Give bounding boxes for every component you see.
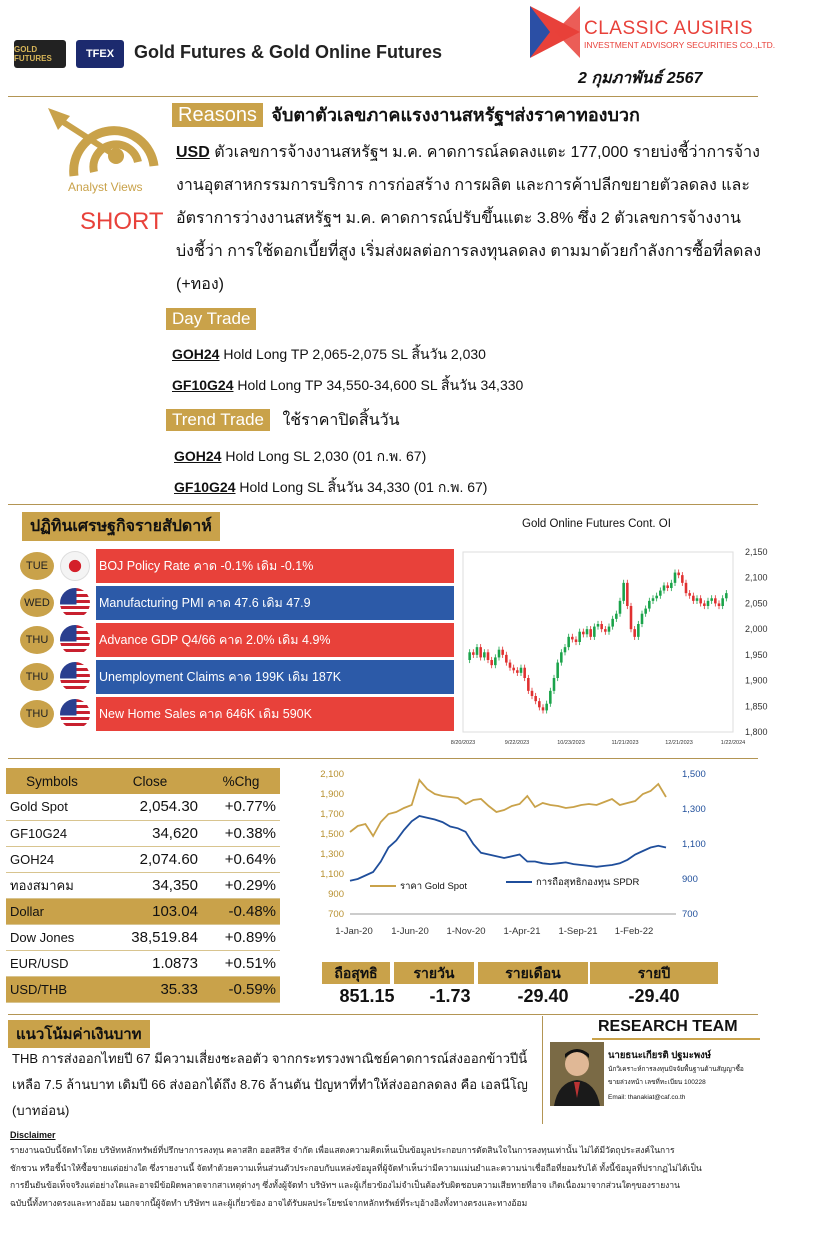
baht-body [12,1046,542,1124]
cell-symbol: Gold Spot [6,794,98,820]
y-tick-label: 2,150 [745,547,768,557]
x-tick-label: 10/23/2023 [557,740,585,746]
target-icon [44,106,162,184]
candle-body [648,601,651,609]
candle-body [597,624,600,627]
usa-flag-icon [60,625,90,655]
candle-body [644,609,647,614]
candle-body [600,624,603,629]
cell-chg: -0.48% [202,898,280,924]
table-row [6,950,280,976]
japan-flag-icon [60,551,90,581]
col-header-symbols: Symbols [6,768,98,794]
candle-body [586,629,589,634]
reason-line: (+ทอง) [176,276,224,293]
candle-body [472,652,475,655]
cell-chg: +0.29% [202,872,280,898]
usa-flag-icon [60,662,90,692]
candle-body [611,619,614,627]
research-team-title: RESEARCH TEAM [598,1018,738,1035]
cell-chg: +0.38% [202,820,280,846]
x-tick-label: 1-Apr-21 [503,926,541,937]
disclaimer-title: Disclaimer [10,1130,56,1140]
candle-body [619,601,622,614]
candle-body [688,593,691,596]
cell-close: 2,054.30 [98,794,202,820]
candle-body [699,598,702,603]
calendar-event: New Home Sales คาด 646K เดิม 590K [96,697,454,731]
baht-line: เหลือ 7.5 ล้านบาท เดิมปี 66 ส่งออกได้ถึง 8.76 ล้านตัน ปัญหาที่ทำให้ส่งออกลดลง คือ เอลนีโญ [12,1077,528,1092]
y-tick-label: 1,800 [745,727,768,737]
candle-body [490,660,493,665]
y-tick-label: 2,000 [745,624,768,635]
candle-body [655,596,658,599]
candle-body [608,627,611,632]
candle-body [538,701,541,707]
calendar-day-badge: THU [20,663,54,691]
disclaimer-body [10,1142,805,1212]
reason-line: USD ตัวเลขการจ้างงานสหรัฐฯ ม.ค. คาดการณ์ลดลงแตะ 177,000 รายบ่งชี้ว่าการจ้าง [176,144,760,161]
x-tick-label: 1/22/2024 [720,740,746,746]
cell-chg: +0.64% [202,846,280,872]
candle-body [487,652,490,660]
y-tick-label: 1,950 [745,649,768,660]
cell-chg: +0.51% [202,950,280,976]
calendar-event: Advance GDP Q4/66 คาด 2.0% เดิม 4.9% [96,623,454,657]
x-tick-label: 1-Sep-21 [558,926,598,937]
cell-close: 35.33 [98,976,202,1002]
calendar-row [20,586,454,620]
candle-body [549,691,552,704]
usa-flag-icon [60,699,90,729]
candle-body [542,707,545,710]
candle-body [615,614,618,619]
cell-close: 2,074.60 [98,846,202,872]
y-tick-label: 2,100 [745,572,768,583]
analyst-views-label: Analyst Views [68,180,143,194]
cell-symbol: Dow Jones [6,924,98,950]
calendar-event: BOJ Policy Rate คาด -0.1% เดิม -0.1% [96,549,454,583]
analyst-email: Email: thanakiat@caf.co.th [608,1094,686,1101]
y-right-tick-label: 700 [682,909,698,920]
y-left-tick-label: 1,100 [320,869,344,880]
candle-body [494,657,497,665]
col-header-chg: %Chg [202,768,280,794]
candle-body [564,647,567,652]
y-tick-label: 2,050 [745,598,768,609]
reason-line: งานอุตสาหกรรมการบริการ การก่อสร้าง การผลิต และการค้าปลีกขยายตัวลดลง และ [176,177,750,194]
stat-header-net: ถือสุทธิ [322,962,390,984]
candle-body [578,632,581,642]
calendar-day-badge: WED [20,589,54,617]
x-tick-label: 1-Jan-20 [335,926,373,937]
candle-body [501,650,504,655]
candle-body [567,637,570,647]
trend-trade-item: GOH24 Hold Long SL 2,030 (01 ก.พ. 67) [174,448,427,464]
disclaimer-line: รายงานฉบับนี้จัดทำโดย บริษัทหลักทรัพย์ที่ปรึกษาการลงทุน คลาสสิก ออสสิริส จำกัด เพื่อแสดงความคิดเห็นเป็นข้อมูลประกอบการตัดสินใจในการลงทุนเท่านั้น ไม่ได้มีวัตถุประสงค์ในการ [10,1145,675,1155]
y-left-tick-label: 1,900 [320,789,344,800]
cell-symbol: ทองสมาคม [6,872,98,898]
candle-body [604,629,607,632]
calendar-row [20,660,454,694]
table-row [6,872,280,898]
trend-trade-tag: Trend Trade [166,409,270,431]
calendar-day-badge: THU [20,700,54,728]
stat-value-monthly: -29.40 [517,986,569,1006]
table-row [6,976,280,1002]
cell-symbol: USD/THB [6,976,98,1002]
candle-body [710,598,713,601]
divider-charts [8,758,758,759]
tfex-logo: TFEX [76,40,124,68]
y-tick-label: 1,850 [745,701,768,712]
reason-line: อัตราการว่างงานสหรัฐฯ ม.ค. คาดการณ์ปรับขึ้นแตะ 3.8% ซึ่ง 2 ตัวเลขการจ้างงาน [176,210,741,227]
cell-chg: -0.59% [202,976,280,1002]
disclaimer-line: ฉบับนี้ทั้งทางตรงและทางอ้อม นอกจากนี้ผู้จัดทำ บริษัทฯ และผู้เกี่ยวข้อง อาจได้รับผลประโยชน์จากหลักทรัพย์ที่ระบุอ้างอิงทั้งทางตรงและทางอ้อม [10,1197,528,1208]
oi-chart-title: Gold Online Futures Cont. OI [522,518,671,530]
y-tick-label: 1,900 [745,675,768,686]
legend-label-spdr: การถือสุทธิกองทุน SPDR [536,877,640,888]
classic-ausiris-logo-mark [530,6,580,58]
candle-body [652,598,655,601]
cell-symbol: Dollar [6,898,98,924]
stat-value-net: 851.15 [339,986,395,1006]
candle-body [626,583,629,606]
calendar-event: Manufacturing PMI คาด 47.6 เดิม 47.9 [96,586,454,620]
usa-flag-icon [60,588,90,618]
x-tick-label: 11/21/2023 [611,740,639,746]
candle-body [556,663,559,678]
trend-trade-note: ใช้ราคาปิดสิ้นวัน [282,412,400,429]
x-tick-label: 1-Feb-22 [614,926,654,937]
candle-body [531,691,534,696]
candle-body [589,629,592,637]
candle-body [582,632,585,635]
candle-body [692,596,695,601]
candle-body [571,637,574,640]
candle-body [505,655,508,663]
reasons-tag: Reasons [172,103,263,127]
reasons-body [176,136,796,301]
x-tick-label: 8/20/2023 [450,740,476,746]
day-trade-tag: Day Trade [166,308,256,330]
x-tick-label: 9/22/2023 [504,740,530,746]
candle-body [534,696,537,701]
candle-body [659,591,662,596]
cell-close: 34,620 [98,820,202,846]
x-tick-label: 12/21/2023 [665,740,693,746]
research-title-underline [592,1038,760,1040]
candle-body [725,593,728,598]
candle-body [681,575,684,583]
analyst-license: ขายล่วงหน้า เลขที่ทะเบียน 100228 [608,1079,706,1086]
candle-body [545,704,548,711]
analyst-role: นักวิเคราะห์การลงทุนปัจจัยพื้นฐานด้านสัญญาซื้อ [608,1066,744,1073]
baht-title: แนวโน้มค่าเงินบาท [8,1020,150,1048]
stat-value-daily: -1.73 [429,986,471,1006]
legend-label-gold: ราคา Gold Spot [400,881,468,892]
candle-body [633,629,636,637]
candle-body [509,663,512,668]
vertical-divider [542,1016,543,1124]
baht-line: (บาทอ่อน) [12,1103,70,1118]
candle-body [560,652,563,662]
stat-header-yearly: รายปี [590,962,718,984]
day-trade-item: GOH24 Hold Long TP 2,065-2,075 SL สิ้นวัน 2,030 [172,346,486,362]
cell-symbol: GOH24 [6,846,98,872]
baht-line: THB การส่งออกไทยปี 67 มีความเสี่ยงชะลอตัว จากกระทรวงพาณิชย์คาดการณ์ส่งออกข้าวปีนี้ [12,1051,528,1066]
calendar-day-badge: THU [20,626,54,654]
y-right-tick-label: 1,500 [682,769,706,780]
table-row [6,820,280,846]
calendar-row [20,549,454,583]
cell-close: 1.0873 [98,950,202,976]
candle-body [718,603,721,606]
day-trade-item: GF10G24 Hold Long TP 34,550-34,600 SL สิ้นวัน 34,330 [172,377,524,393]
candle-body [714,598,717,603]
y-left-tick-label: 1,700 [320,809,344,820]
cell-close: 38,519.84 [98,924,202,950]
x-tick-label: 1-Jun-20 [391,926,429,937]
calendar-row [20,623,454,657]
table-row [6,846,280,872]
trend-trade-item: GF10G24 Hold Long SL สิ้นวัน 34,330 (01 ก.พ. 67) [174,479,488,495]
candle-body [670,583,673,588]
candle-body [677,573,680,576]
candle-body [721,598,724,606]
candle-body [527,678,530,691]
cell-close: 34,350 [98,872,202,898]
disclaimer-line: การยืนยันข้อเท็จจริงแต่อย่างใดและอาจมีข้อผิดพลาดจากสาเหตุต่างๆ ซึ่งทั้งผู้จัดทำ บริษัทฯ และผู้เกี่ยวข้องไม่จำเป็นต้องรับผิดชอบความเสียหายที่อาจ เกิดเนื่องมาจากส่วนใดๆของรายงาน [10,1180,680,1190]
calendar-title: ปฏิทินเศรษฐกิจรายสัปดาห์ [22,512,220,541]
disclaimer-line: ชักชวน หรือชี้นำให้ซื้อขายแต่อย่างใด ซึ่งรายงานนี้ จัดทำด้วยความเห็นส่วนตัวประกอบกับแหล่งข้อมูลที่ผู้จัดทำเห็นว่ามีความแม่นยำและความน่าเชื่อถือที่ยอมรับได้ ทั้งนี้ข้อมูลที่ปรากฏไม่ได้เป็น [10,1162,702,1173]
candle-body [622,583,625,601]
cell-symbol: EUR/USD [6,950,98,976]
reason-line: บ่งชี้ว่า การใช้ดอกเบี้ยที่สูง เริ่มส่งผลต่อการลงทุนลดลง ตามมาด้วยกำลังการซื้อที่ลดลง [176,243,762,260]
candle-body [696,598,699,601]
candle-body [666,585,669,588]
col-header-close: Close [98,768,202,794]
candle-body [575,639,578,642]
y-left-tick-label: 700 [328,909,344,920]
candle-body [703,603,706,606]
candle-body [512,668,515,671]
table-row [6,898,280,924]
candle-body [674,573,677,583]
candle-body [685,583,688,593]
x-tick-label: 1-Nov-20 [446,926,486,937]
series-line-0 [350,780,666,836]
candle-body [516,670,519,673]
candle-body [498,650,501,658]
y-left-tick-label: 2,100 [320,769,344,780]
stat-header-daily: รายวัน [394,962,474,984]
symbols-table [6,768,280,1003]
brand-subtitle: INVESTMENT ADVISORY SECURITIES CO.,LTD. [584,40,776,50]
analyst-avatar [550,1042,604,1106]
reasons-heading: จับตาตัวเลขภาคแรงงานสหรัฐฯส่งราคาทองบวก [271,105,640,125]
analyst-name: นายธนะเกียรติ ปฐมะพงษ์ [608,1050,712,1061]
signal-short: SHORT [80,208,164,235]
calendar-event: Unemployment Claims คาด 199K เดิม 187K [96,660,454,694]
candle-body [663,585,666,590]
candle-body [553,678,556,691]
table-row [6,924,280,950]
gold-futures-logo: GOLD FUTURES [14,40,66,68]
candle-body [468,652,471,660]
cell-close: 103.04 [98,898,202,924]
candle-body [641,614,644,624]
y-right-tick-label: 1,100 [682,839,706,850]
candle-body [479,647,482,657]
divider-top [8,96,758,97]
y-left-tick-label: 1,500 [320,829,344,840]
candle-body [707,601,710,606]
calendar-day-badge: TUE [20,552,54,580]
y-right-tick-label: 1,300 [682,804,706,815]
gold-spot-spdr-chart [300,762,720,942]
candle-body [520,668,523,673]
divider-bottom [8,1014,758,1015]
candle-body [630,606,633,629]
table-row [6,794,280,820]
cell-symbol: GF10G24 [6,820,98,846]
divider-mid [8,504,758,505]
calendar-row [20,697,454,731]
plot-area [463,552,733,732]
cell-chg: +0.77% [202,794,280,820]
candle-body [593,627,596,637]
y-right-tick-label: 900 [682,874,698,885]
gold-online-futures-chart [450,542,785,748]
brand-name: CLASSIC AUSIRIS [584,18,754,39]
candle-body [476,647,479,655]
candle-body [637,624,640,637]
candle-body [523,668,526,678]
report-date: 2 กุมภาพันธ์ 2567 [578,70,703,87]
stat-header-monthly: รายเดือน [478,962,588,984]
stat-value-yearly: -29.40 [628,986,680,1006]
candle-body [483,652,486,657]
series-line-1 [350,816,666,881]
y-left-tick-label: 1,300 [320,849,344,860]
cell-chg: +0.89% [202,924,280,950]
page-title: Gold Futures & Gold Online Futures [134,42,443,62]
y-left-tick-label: 900 [328,889,344,900]
